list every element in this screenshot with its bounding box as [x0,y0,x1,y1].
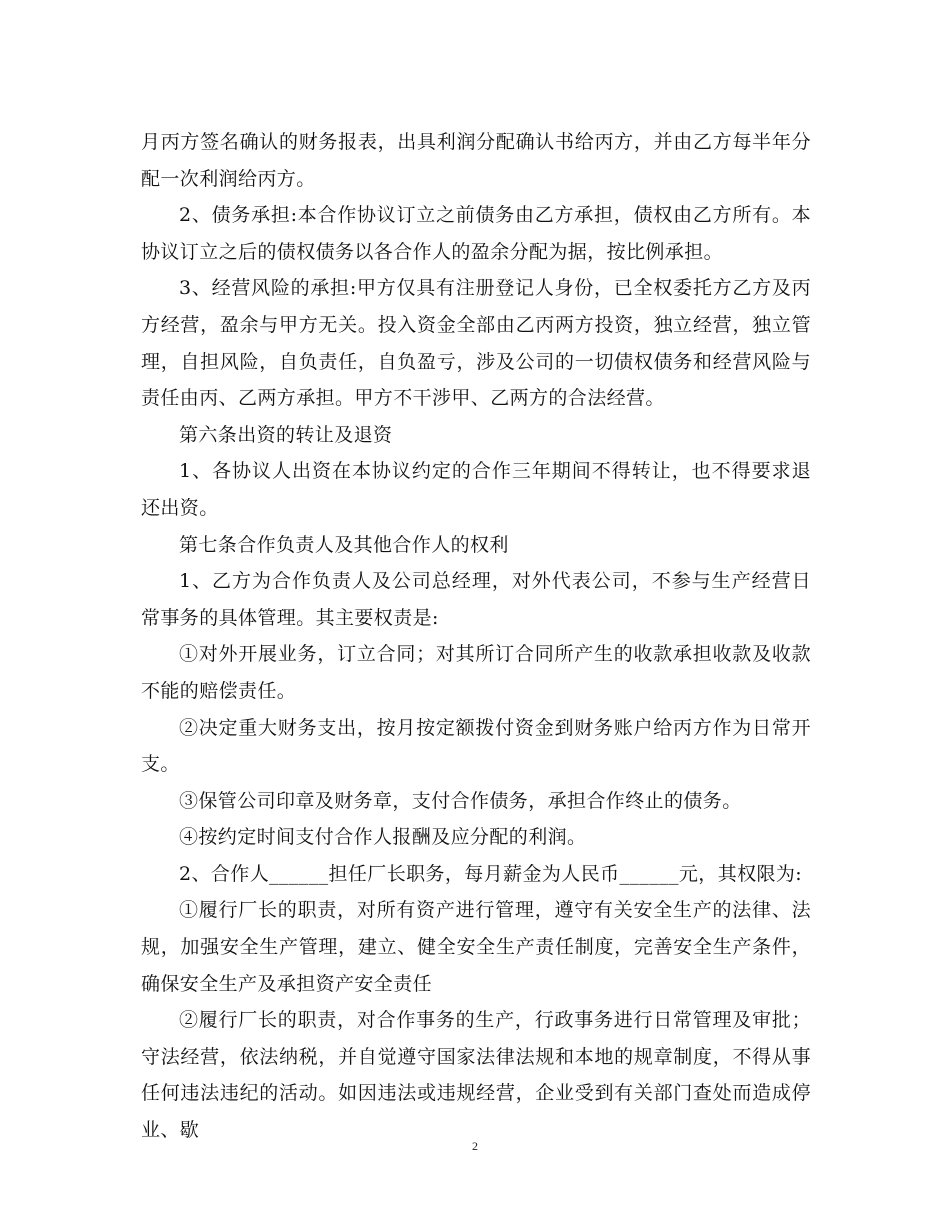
paragraph-13: ①履行厂长的职责，对所有资产进行管理，遵守有关安全生产的法律、法规，加强安全生产管理，建立、健全安全生产责任制度，完善安全生产条件，确保安全生产及承担资产安全责任 [141,899,811,995]
paragraph-11: ④按约定时间支付合作人报酬及应分配的利润。 [179,826,587,849]
paragraph-12: 2、合作人______担任厂长职务，每月薪金为人民币______元，其权限为: [179,862,803,885]
section-heading-article-7: 第七条合作负责人及其他合作人的权利 [179,533,509,556]
paragraph-8: ①对外开展业务，订立合同；对其所订合同所产生的收款承担收款及收款不能的赔偿责任。 [141,643,811,702]
paragraph-14: ②履行厂长的职责，对合作事务的生产，行政事务进行日常管理及审批；守法经营，依法纳税，并自觉遵守国家法律法规和本地的规章制度，不得从事任何违法违纪的活动。如因违法或违规经营，企业受到有关部门查处而造成停业、歇 [141,1009,811,1142]
paragraph-10: ③保管公司印章及财务章，支付合作债务，承担合作终止的债务。 [179,789,742,812]
section-heading-article-6: 第六条出资的转让及退资 [179,423,393,446]
page-number: 2 [472,1139,478,1153]
paragraph-7: 1、乙方为合作负责人及公司总经理，对外代表公司，不参与生产经营日常事务的具体管理。其主要权责是: [141,570,811,629]
paragraph-2: 2、债务承担:本合作协议订立之前债务由乙方承担，债权由乙方所有。本协议订立之后的债权债务以各合作人的盈余分配为据，按比例承担。 [141,204,811,263]
paragraph-1: 月丙方签名确认的财务报表，出具利润分配确认书给丙方，并由乙方每半年分配一次利润给丙方。 [141,131,811,190]
paragraph-5: 1、各协议人出资在本协议约定的合作三年期间不得转让，也不得要求退还出资。 [141,460,811,519]
paragraph-3: 3、经营风险的承担:甲方仅具有注册登记人身份，已全权委托方乙方及丙方经营，盈余与甲方无关。投入资金全部由乙丙两方投资，独立经营，独立管理，自担风险，自负责任，自负盈亏，涉及公司的一切债权债务和经营风险与责任由丙、乙两方承担。甲方不干涉甲、乙两方的合法经营。 [141,277,811,410]
paragraph-9: ②决定重大财务支出，按月按定额拨付资金到财务账户给丙方作为日常开支。 [141,716,811,776]
document-body [141,124,811,1149]
